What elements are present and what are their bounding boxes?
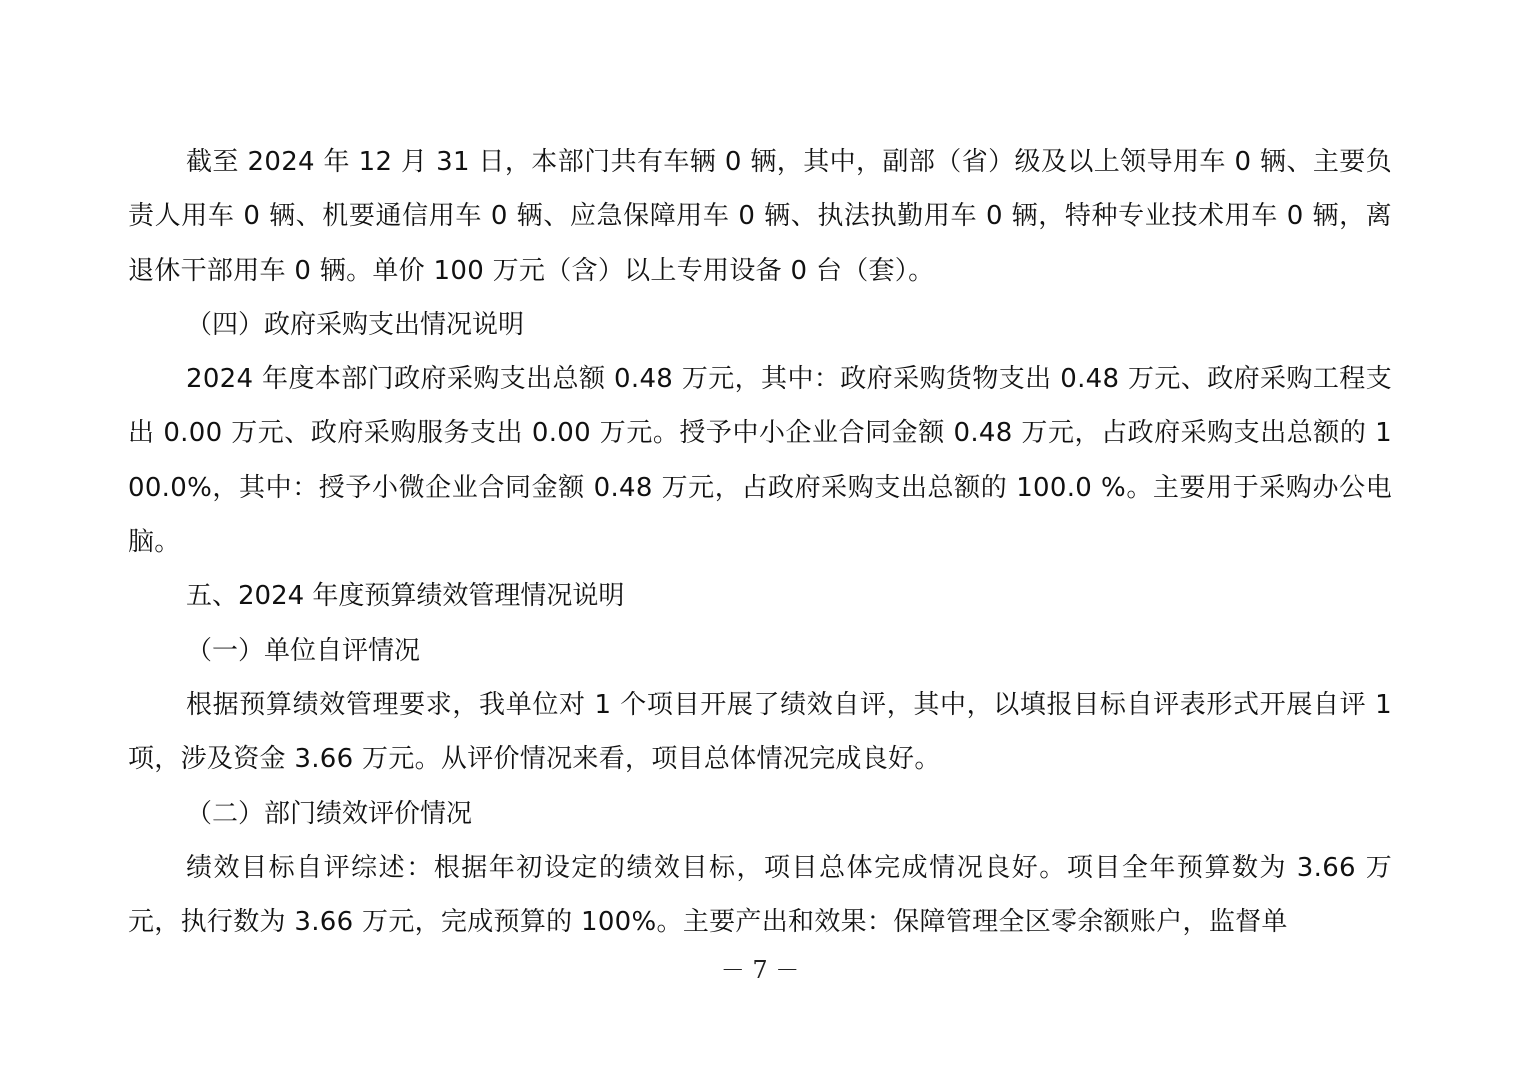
heading-department-evaluation: （二）部门绩效评价情况 xyxy=(186,798,473,829)
heading-self-evaluation: （一）单位自评情况 xyxy=(186,635,421,666)
heading-procurement: （四）政府采购支出情况说明 xyxy=(186,309,525,340)
heading-performance: 五、2024 年度预算绩效管理情况说明 xyxy=(186,581,625,612)
paragraph-procurement: 2024 年度本部门政府采购支出总额 0.48 万元，其中：政府采购货物支出 0.48 万元、政府采购工程支出 0.00 万元、政府采购服务支出 0.00 万元。授予中小企业合同金额 0.48 万元，占政府采购支出总额的 100.0%，其中：授予小微企业合同金额 0.48 万元，占政府采购支出总额的 100.0 %。主要用于采购办公电脑。 xyxy=(128,364,1392,558)
paragraph-department-evaluation: 绩效目标自评综述：根据年初设定的绩效目标，项目总体完成情况良好。项目全年预算数为 3.66 万元，执行数为 3.66 万元，完成预算的 100%。主要产出和效果：保障管理全区零余额账户，监督单 xyxy=(128,852,1392,938)
page-number: － 7 － xyxy=(720,956,800,984)
document-body xyxy=(128,135,1392,949)
paragraph-vehicles: 截至 2024 年 12 月 31 日，本部门共有车辆 0 辆，其中，副部（省）级及以上领导用车 0 辆、主要负责人用车 0 辆、机要通信用车 0 辆、应急保障用车 0 辆、执法执勤用车 0 辆，特种专业技术用车 0 辆，离退休干部用车 0 辆。单价 100 万元（含）以上专用设备 0 台（套）。 xyxy=(128,147,1392,286)
paragraph-self-evaluation: 根据预算绩效管理要求，我单位对 1 个项目开展了绩效自评，其中，以填报目标自评表形式开展自评 1 项，涉及资金 3.66 万元。从评价情况来看，项目总体情况完成良好。 xyxy=(128,689,1392,775)
